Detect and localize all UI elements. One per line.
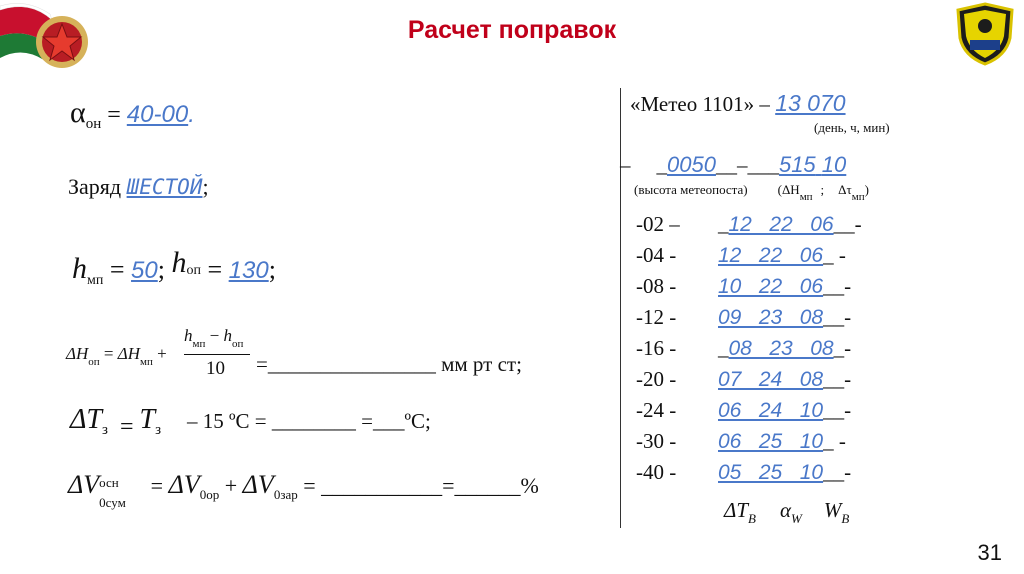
meteo-table — [636, 212, 936, 491]
dt-formula: $\Delta T_з = T_з - 15$ ºС = ________ =___ºС; — [70, 404, 431, 440]
dh-formula: $\Delta H_{оп} = \Delta H_{мп}$ + $h_{мп} - h_{оп}$ 10 =________________ мм рт ст; — [66, 326, 522, 379]
fraction-bar — [184, 354, 250, 355]
table-row: -12 - 09 23 08__- — [636, 305, 852, 329]
table-row: -24 - 06 24 10__- — [636, 398, 852, 422]
meteo-value: 13 070 — [775, 90, 846, 116]
table-row: -20 - 07 24 08__- — [636, 367, 852, 391]
meteo-line-2-caption: (высота метеопоста) ($\Delta H_{мп}$ ; $\Delta\tau_{мп}$) — [634, 182, 869, 203]
meteo-line: «Метео 1101» – 13 070 — [630, 90, 846, 116]
dh-mp-value: 515 — [778, 152, 816, 177]
dv-formula: ΔV осн 0сум = $\Delta V_{0ор} + \Delta V_{0зар}$ = ___________=______% — [68, 470, 539, 510]
table-row: -04 - 12 22 06_ - — [636, 243, 846, 267]
charge-value: ШЕСТОЙ — [126, 175, 203, 199]
table-footer: $\Delta T_B$ $\alpha_W$ $W_B$ — [724, 498, 850, 526]
alpha-line: $\alpha_{он} = 40-00$. — [70, 96, 195, 132]
meteo-caption: (день, ч, мин) — [814, 120, 890, 135]
heights-line: $h_{мп} = 50$; $h^{оп} = 130$; — [72, 246, 276, 288]
table-row: -40 - 05 25 10__- — [636, 460, 852, 484]
hop-value: 130 — [228, 257, 269, 284]
table-row: -16 - _08 23 08_- — [636, 336, 852, 360]
alpha-value: 40-00 — [126, 101, 189, 128]
table-row: -02 – _12 22 06__- — [636, 212, 862, 236]
meteo-line-2: – _0050__–___515 10 — [620, 152, 847, 177]
page-number: 31 — [977, 540, 1002, 565]
slide-title: Расчет поправок — [407, 16, 617, 44]
charge-line: Заряд ШЕСТОЙ; — [68, 174, 209, 199]
station-height-value: 0050 — [667, 152, 716, 177]
table-row: -08 - 10 22 06__- — [636, 274, 852, 298]
hmp-value: 50 — [131, 257, 158, 284]
table-row: -30 - 06 25 10_ - — [636, 429, 846, 453]
dtau-mp-value: 10 — [821, 152, 847, 177]
